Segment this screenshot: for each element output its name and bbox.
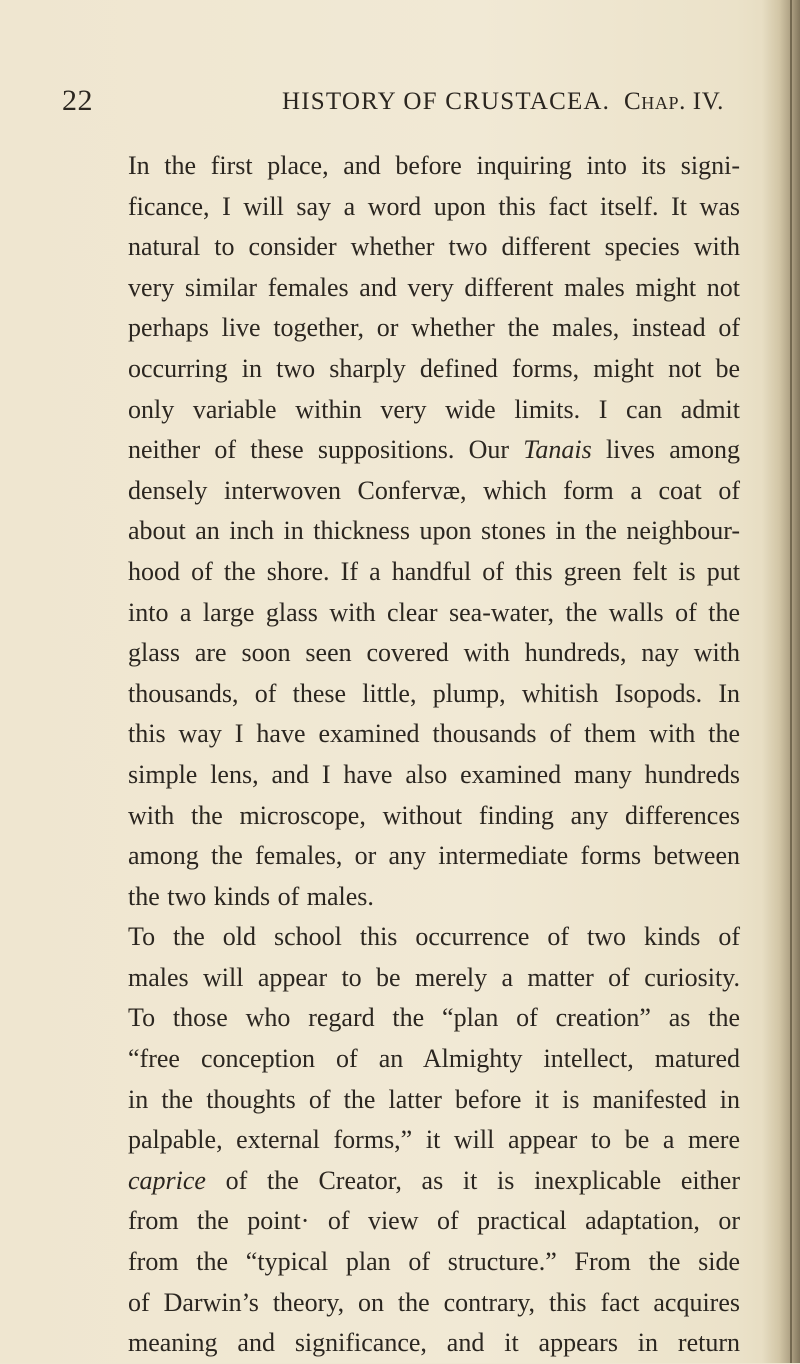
text-line: with the microscope, without finding any differences — [128, 800, 740, 830]
text-line: palpable, external forms,” it will appear to be a mere — [128, 1125, 740, 1155]
text-line: ficance, I will say a word upon this fact itself. It was — [128, 191, 740, 221]
text-line: To those who regard the “plan of creation” as the — [128, 1003, 740, 1033]
text-line: from the “typical plan of structure.” From the side — [128, 1247, 740, 1277]
page-edge-line — [790, 0, 792, 1363]
text-line: males will appear to be merely a matter of curiosity. — [128, 962, 740, 992]
text-line: of Darwin’s theory, on the contrary, this fact acquires — [128, 1287, 740, 1317]
text-line: this way I have examined thousands of them with the — [128, 719, 740, 749]
running-head: HISTORY OF CRUSTACEA. — [282, 88, 611, 115]
text-run: lives among — [605, 435, 741, 465]
text-line: To the old school this occurrence of two kinds of — [128, 922, 740, 952]
text-line: thousands, of these little, plump, whitish Isopods. In — [128, 678, 740, 708]
text-line: in the thoughts of the latter before it is manifested in — [128, 1084, 740, 1114]
text-line: into a large glass with clear sea-water, the walls of the — [128, 597, 740, 627]
text-line — [128, 1161, 740, 1202]
text-line: from the point· of view of practical adaptation, or — [128, 1206, 740, 1236]
page-number: 22 — [62, 84, 93, 117]
text-line: hood of the shore. If a handful of this green felt is put — [128, 556, 740, 586]
text-line: simple lens, and I have also examined many hundreds — [128, 759, 740, 789]
page-edge-shadow — [762, 0, 800, 1363]
text-line: among the females, or any intermediate forms between — [128, 841, 740, 871]
text-line: the two kinds of males. — [128, 881, 374, 911]
text-line: glass are soon seen covered with hundreds, nay with — [128, 638, 740, 668]
text-line: perhaps live together, or whether the males, instead of — [128, 313, 740, 343]
text-line: natural to consider whether two different species with — [128, 232, 740, 262]
text-line: densely interwoven Confervæ, which form a coat of — [128, 475, 740, 505]
text-line: only variable within very wide limits. I can admit — [128, 394, 740, 424]
text-line: “free conception of an Almighty intellect, matured — [128, 1044, 740, 1074]
text-line: about an inch in thickness upon stones in the neighbour- — [128, 516, 740, 546]
text-line: In the first place, and before inquiring into its signi- — [128, 151, 740, 180]
text-line: very similar females and very different males might not — [128, 272, 740, 302]
text-run: of the Creator, as it is inexplicable either — [225, 1165, 740, 1195]
text-run: neither of these suppositions. Our — [128, 435, 510, 465]
italic-genus-name: Tanais — [523, 435, 592, 465]
italic-word: caprice — [128, 1165, 206, 1195]
chapter-label: Chap. IV. — [624, 88, 724, 115]
page-header — [62, 84, 752, 124]
text-line: meaning and significance, and it appears in return — [128, 1328, 740, 1358]
text-line — [128, 430, 740, 471]
text-line: occurring in two sharply defined forms, might not be — [128, 353, 740, 383]
body-text — [128, 146, 740, 1364]
